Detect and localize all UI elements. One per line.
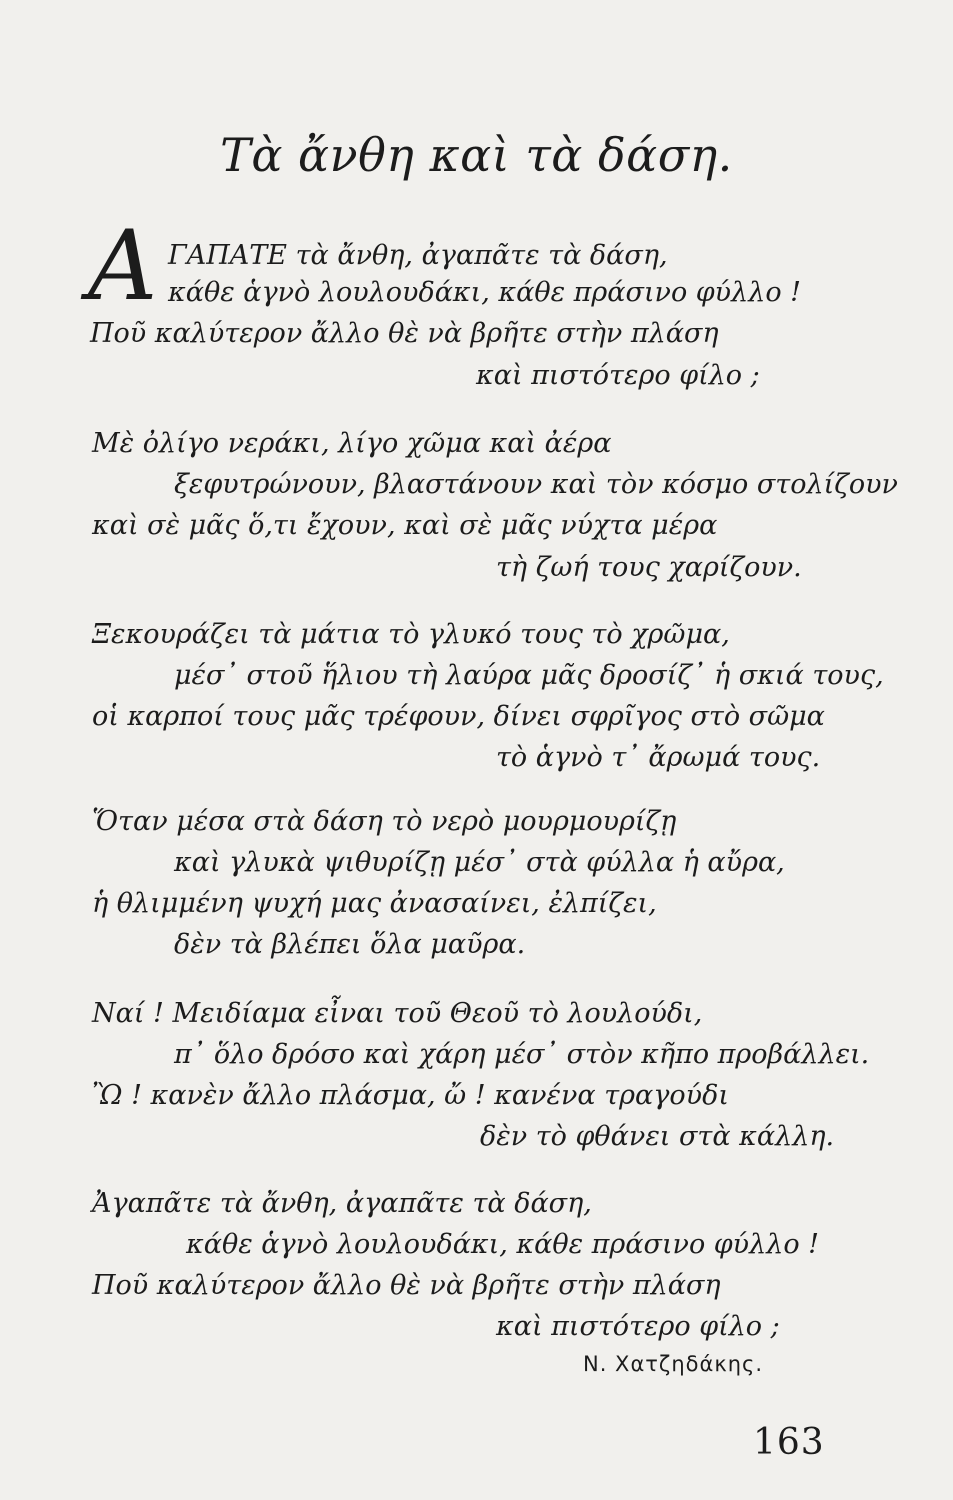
poem-line: ΓΑΠΑΤΕ τὰ ἄνθη, ἀγαπᾶτε τὰ δάση, xyxy=(168,240,668,271)
poem-line: Ποῦ καλύτερον ἄλλο θὲ νὰ βρῆτε στὴν πλάση xyxy=(92,1270,721,1301)
drop-cap: Α xyxy=(88,210,158,322)
poem-line: ἡ θλιμμένη ψυχή μας ἀνασαίνει, ἐλπίζει, xyxy=(92,888,657,919)
poem-line: καὶ πιστότερο φίλο ; xyxy=(476,360,760,391)
poem-line: κάθε ἁγνὸ λουλουδάκι, κάθε πράσινο φύλλο ! xyxy=(168,277,802,308)
poem-line: καὶ σὲ μᾶς ὅ,τι ἔχουν, καὶ σὲ μᾶς νύχτα μέρα xyxy=(92,510,718,541)
poem-line: κάθε ἁγνὸ λουλουδάκι, κάθε πράσινο φύλλο ! xyxy=(186,1229,820,1260)
poem-line: δὲν τὰ βλέπει ὅλα μαῦρα. xyxy=(174,929,526,960)
poem-line: Ξεκουράζει τὰ μάτια τὸ γλυκό τους τὸ χρῶμα, xyxy=(92,619,730,650)
poem-line: μέσ᾿ στοῦ ἥλιου τὴ λαύρα μᾶς δροσίζ᾿ ἡ σκιά τους, xyxy=(174,660,884,691)
poem-line: Ὅταν μέσα στὰ δάση τὸ νερὸ μουρμουρίζῃ xyxy=(92,806,677,837)
poem-line: ξεφυτρώνουν, βλαστάνουν καὶ τὸν κόσμο στολίζουν xyxy=(174,469,898,500)
poem-line: τὴ ζωή τους χαρίζουν. xyxy=(496,552,802,583)
author-signature: Ν. Χατζηδάκης. xyxy=(583,1352,764,1376)
poem-line: καὶ γλυκὰ ψιθυρίζῃ μέσ᾿ στὰ φύλλα ἡ αὔρα, xyxy=(174,847,785,878)
poem-line: Ναί ! Μειδίαμα εἶναι τοῦ Θεοῦ τὸ λουλούδι, xyxy=(92,998,703,1029)
poem-line: Ὢ ! κανὲν ἄλλο πλάσμα, ὤ ! κανένα τραγούδι xyxy=(92,1080,729,1111)
poem-line: οἱ καρποί τους μᾶς τρέφουν, δίνει σφρῖγος στὸ σῶμα xyxy=(92,701,825,732)
poem-line: δὲν τὸ φθάνει στὰ κάλλη. xyxy=(480,1121,835,1152)
poem-title: Τὰ ἄνθη καὶ τὰ δάση. xyxy=(220,128,733,182)
poem-line: καὶ πιστότερο φίλο ; xyxy=(496,1311,780,1342)
poem-line: Ἀγαπᾶτε τὰ ἄνθη, ἀγαπᾶτε τὰ δάση, xyxy=(92,1188,592,1219)
poem-line: Μὲ ὀλίγο νεράκι, λίγο χῶμα καὶ ἀέρα xyxy=(92,428,612,459)
poem-line: τὸ ἁγνὸ τ᾿ ἄρωμά τους. xyxy=(496,742,821,773)
page-number: 163 xyxy=(753,1422,825,1463)
poem-line: Ποῦ καλύτερον ἄλλο θὲ νὰ βρῆτε στὴν πλάση xyxy=(90,318,719,349)
poem-line: π᾿ ὅλο δρόσο καὶ χάρη μέσ᾿ στὸν κῆπο προβάλλει. xyxy=(174,1039,870,1070)
